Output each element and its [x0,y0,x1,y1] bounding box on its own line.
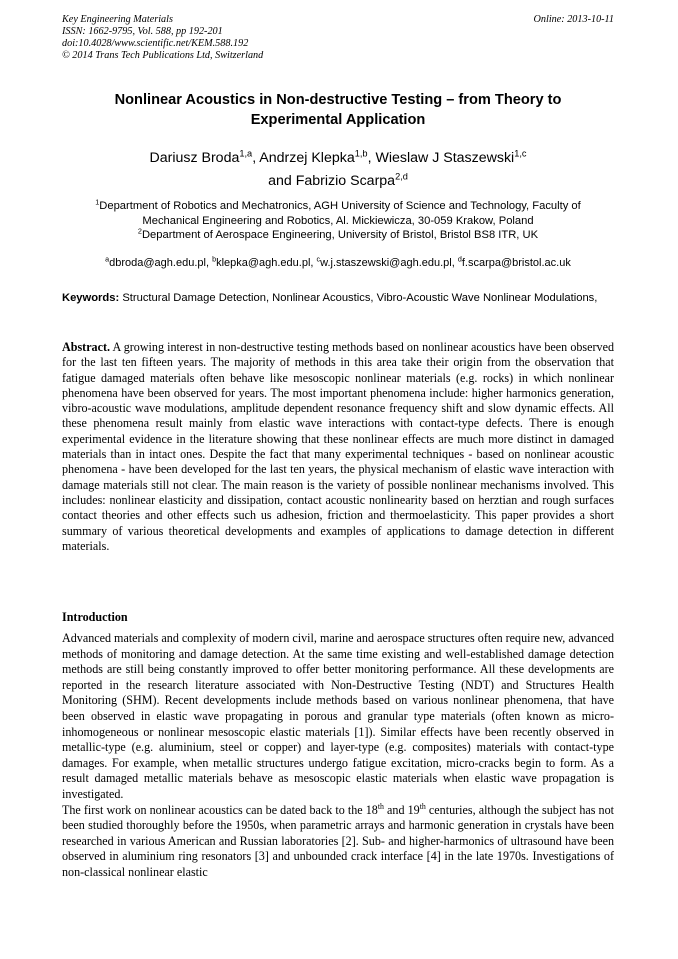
title-line-1: Nonlinear Acoustics in Non-destructive Testing – from Theory to [114,92,562,108]
affiliation-2: $^2$Department of Aerospace Engineering, University of Bristol, Bristol BS8 ITR, UK [137,226,539,241]
affiliation-1-cont: Mechanical Engineering and Robotics, Al. Mickiewicza, 30-059 Krakow, Poland [142,214,534,227]
keywords [62,291,614,306]
author-separator: , [252,150,260,166]
email-link[interactable]: klepka@agh.edu.pl [216,257,311,269]
author-line-2 [62,170,614,193]
author-list [62,147,614,193]
abstract [62,340,614,554]
author-name: Andrzej Klepka [259,150,355,166]
journal-copyright: © 2014 Trans Tech Publications Ltd, Switzerland [62,50,264,61]
affiliation-number: 2 [137,226,142,236]
affiliations [62,199,614,243]
author-name: Dariusz Broda [149,150,240,166]
email-link[interactable]: dbroda@agh.edu.pl [109,257,206,269]
author-affiliation-mark: 2,d [395,171,408,182]
author-name: Fabrizio Scarpa [295,173,396,189]
author-line-1 [62,147,614,170]
online-date: Online: 2013-10-11 [533,14,614,25]
keywords-label: Keywords: [62,292,120,304]
affiliation-number: 1 [95,197,100,207]
affiliation-1: $^1$Department of Robotics and Mechatronics, AGH University of Science and Technology, Faculty of [95,197,581,212]
journal-meta [62,14,263,62]
email-link[interactable]: f.scarpa@bristol.ac.uk [461,257,571,269]
introduction-body [62,631,614,881]
abstract-text: A growing interest in non-destructive testing methods based on nonlinear acoustics have been observed for the last ten fifteen years. The majority of methods in this area take their origin from the observation that fatigue damaged materials often behave like mesoscopic nonlinear materials (e.g. rocks) in which nonlinear phenomena have been observed for years. The most important phenomena include: higher harmonics generation, vibro-acoustic wave modulations, amplitude dependent resonance frequency shift and slow dynamic effects. All these phenomena result mainly from elastic wave interactions with contact-type defects. There is enough experimental evidence in the literature showing that these nonlinear effects are much more distinct in damaged materials than in intact ones. Despite the fact that many experimental techniques - based on nonlinear acoustic phenomena - have been developed for the last ten years, the physical mechanism of elastic wave interaction with damage materials still not clear. The main reason is the variety of possible nonlinear mechanisms involved. This includes: nonlinear elasticity and dissipation, contact acoustic nonlinearity based on herztian and rough surfaces contact theories and other effects such us adhesion, friction and thermoelasticity. This paper provides a short summary of various theoretical developments and examples of applications to damage detection in different materials. [62,340,614,553]
author-affiliation-mark: 1,c [514,148,527,159]
author-separator: , [367,150,376,166]
email-link[interactable]: w.j.staszewski@agh.edu.pl [320,257,452,269]
journal-doi: doi:10.4028/www.scientific.net/KEM.588.192 [62,38,249,49]
author-affiliation-mark: 1,b [354,148,368,159]
email-list: $^a$dbroda@agh.edu.pl, $^b$klepka@agh.edu.pl, $^c$w.j.staszewski@agh.edu.pl, $^d$f.scarpa@bristol.ac.uk [105,255,571,269]
introduction-paragraph-1: Advanced materials and complexity of modern civil, marine and aerospace structures often require new, advanced methods of monitoring and damage detection. At the same time existing and well-established damage detection methods are still being constantly improved to offer better monitoring performance. All these developments are reported in the research literature associated with Non-Destructive Testing (NDT) and Structures Health Monitoring (SHM). Recent developments include methods based on various nonlinear phenomena, that have been observed in elastic wave propagating in porous and granular type materials (often known as micro-inhomogeneous or nonlinear mesoscopic elastic materials [1]). Similar effects have been recently observed in metallic-type (e.g. aluminium, steel or copper) and layer-type (e.g. composites) materials with contact-type damages. For example, when metallic structures undergo fatigue excitation, micro-cracks begin to form. As a result damaged metallic materials behave as mesoscopic elastic materials when elastic wave propagation is investigated. [62,631,614,801]
journal-issn: ISSN: 1662-9795, Vol. 588, pp 192-201 [62,26,223,37]
introduction-paragraph-2: The first work on nonlinear acoustics can be dated back to the 18th and 19th centuries, although the subject has not been studied thoroughly before the 1950s, when parametric arrays and harmonic generation in crystals have been researched in various American and Russian laboratories [2]. Sub- and higher-harmonics of ultrasound have been observed in aluminium ring resonators [3] and unbounded crack interface [4] in the late 1970s. Investigations of non-classical nonlinear elastic [62,801,614,879]
abstract-label: Abstract. [62,340,111,354]
paper-title [62,90,614,130]
keywords-text: Structural Damage Detection, Nonlinear Acoustics, Vibro-Acoustic Wave Nonlinear Modulations, [122,292,598,304]
author-and: and [268,173,296,189]
section-heading-introduction: Introduction [62,610,128,624]
title-line-2: Experimental Application [250,112,426,128]
author-name: Wieslaw J Staszewski [375,150,515,166]
journal-name: Key Engineering Materials [62,14,173,25]
author-affiliation-mark: 1,a [239,148,253,159]
